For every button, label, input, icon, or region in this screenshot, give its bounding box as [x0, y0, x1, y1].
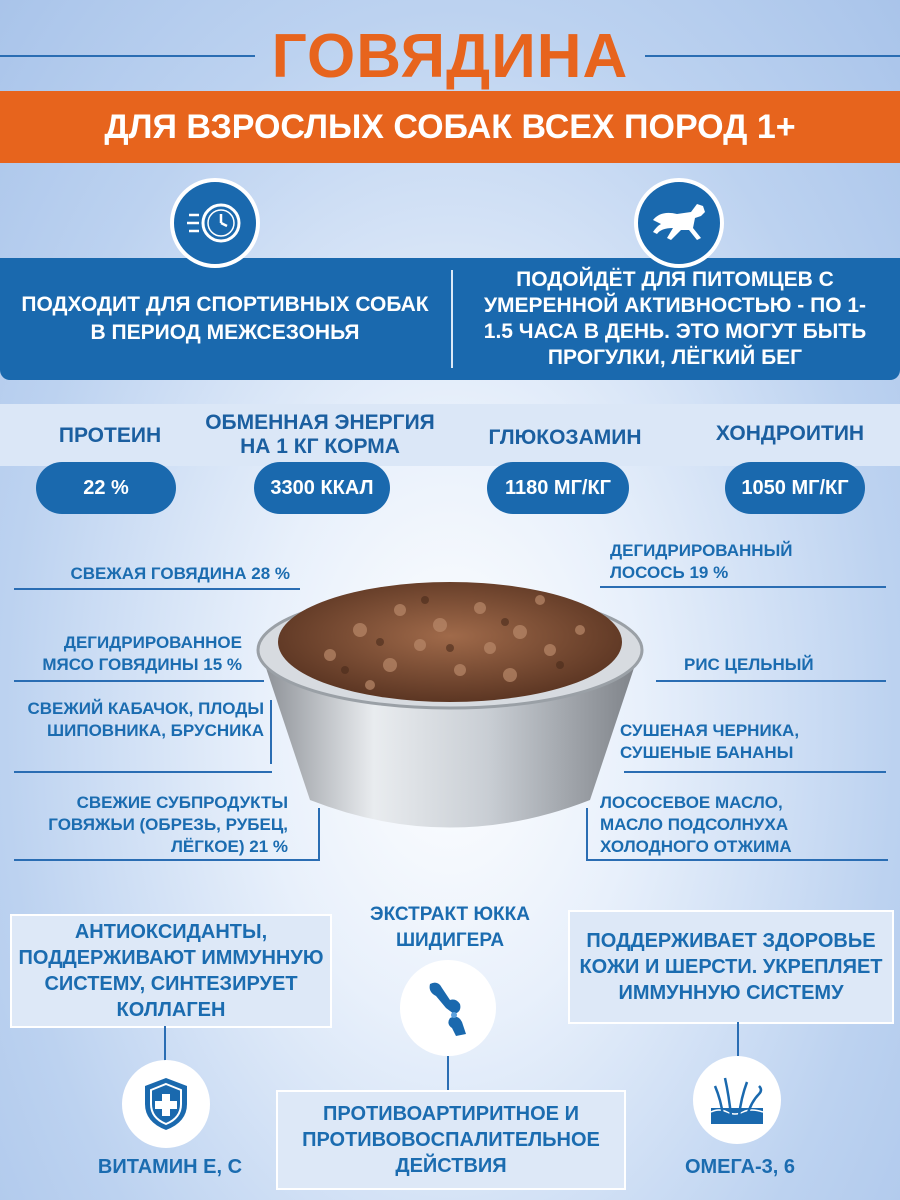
- stat-value-energy: 3300 ККАЛ: [254, 462, 390, 514]
- ingredient-line: [586, 808, 588, 860]
- stat-value-glucosamine: 1180 МГ/КГ: [487, 462, 629, 514]
- connector-line: [737, 1022, 739, 1056]
- ingredient-right-1: ДЕГИДРИРОВАННЫЙ ЛОСОСЬ 19 %: [610, 541, 793, 582]
- clock-speed-icon: [170, 178, 260, 268]
- ingredient-left-1: СВЕЖАЯ ГОВЯДИНА 28 %: [70, 564, 290, 583]
- page-title: ГОВЯДИНА: [271, 22, 629, 91]
- running-dog-icon: [634, 178, 724, 268]
- joint-icon: [400, 960, 496, 1056]
- sport-feature-text: ПОДХОДИТ ДЛЯ СПОРТИВНЫХ СОБАК В ПЕРИОД МЕЖСЕЗОНЬЯ: [21, 293, 429, 344]
- hair-follicle-icon: [693, 1056, 781, 1144]
- omega-box: ПОДДЕРЖИВАЕТ ЗДОРОВЬЕ КОЖИ И ШЕРСТИ. УКРЕПЛЯЕТ ИММУННУЮ СИСТЕМУ: [568, 910, 894, 1024]
- ingredient-line: [14, 859, 320, 861]
- omega-label: ОМЕГА-3, 6: [684, 1156, 796, 1178]
- ingredient-line: [14, 680, 264, 682]
- stat-value-protein: 22 %: [36, 462, 176, 514]
- ingredient-line: [656, 680, 886, 682]
- ingredient-line: [624, 771, 886, 773]
- ingredient-line: [586, 859, 888, 861]
- vitamins-label: ВИТАМИН Е, С: [97, 1156, 243, 1178]
- stat-label-energy: ОБМЕННАЯ ЭНЕРГИЯ НА 1 КГ КОРМА: [205, 411, 435, 458]
- ingredient-right-3: СУШЕНАЯ ЧЕРНИКА, СУШЕНЫЕ БАНАНЫ: [620, 721, 800, 762]
- activity-feature-text: ПОДОЙДЁТ ДЛЯ ПИТОМЦЕВ С УМЕРЕННОЙ АКТИВНОСТЬЮ - ПО 1-1.5 ЧАСА В ДЕНЬ. ЭТО МОГУТ БЫТЬ ПРОГУЛКИ, ЛЁГКИЙ БЕГ: [483, 268, 867, 369]
- ingredient-left-2: ДЕГИДРИРОВАННОЕ МЯСО ГОВЯДИНЫ 15 %: [42, 633, 242, 674]
- ingredient-line: [600, 586, 886, 588]
- yucca-effect-box: ПРОТИВОАРТИРИТНОЕ И ПРОТИВОВОСПАЛИТЕЛЬНОЕ ДЕЙСТВИЯ: [276, 1090, 626, 1190]
- antioxidants-box: АНТИОКСИДАНТЫ, ПОДДЕРЖИВАЮТ ИММУННУЮ СИСТЕМУ, СИНТЕЗИРУЕТ КОЛЛАГЕН: [10, 914, 332, 1028]
- ingredient-line: [318, 808, 320, 860]
- ingredient-right-4: ЛОСОСЕВОЕ МАСЛО, МАСЛО ПОДСОЛНУХА ХОЛОДНОГО ОТЖИМА: [600, 793, 792, 856]
- shield-plus-icon: [122, 1060, 210, 1148]
- feature-divider: [451, 270, 453, 368]
- ingredient-left-3: СВЕЖИЙ КАБАЧОК, ПЛОДЫ ШИПОВНИКА, БРУСНИКА: [27, 699, 264, 740]
- stat-value-chondroitin: 1050 МГ/КГ: [725, 462, 865, 514]
- connector-line: [447, 1056, 449, 1090]
- stat-label-chondroitin: ХОНДРОИТИН: [715, 422, 865, 445]
- ingredient-line: [14, 588, 300, 590]
- ingredient-right-2: РИС ЦЕЛЬНЫЙ: [684, 655, 814, 674]
- stat-label-protein: ПРОТЕИН: [58, 424, 162, 447]
- stat-label-glucosamine: ГЛЮКОЗАМИН: [488, 426, 642, 449]
- connector-line: [164, 1026, 166, 1062]
- ingredient-line: [14, 771, 272, 773]
- yucca-label: ЭКСТРАКТ ЮККА ШИДИГЕРА: [370, 904, 530, 951]
- ingredient-line: [270, 700, 272, 764]
- features-bar: [0, 258, 900, 380]
- food-bowl-image: [240, 570, 660, 850]
- subtitle-banner: ДЛЯ ВЗРОСЛЫХ СОБАК ВСЕХ ПОРОД 1+: [0, 91, 900, 163]
- ingredient-left-4: СВЕЖИЕ СУБПРОДУКТЫ ГОВЯЖЬИ (ОБРЕЗЬ, РУБЕЦ, ЛЁГКОЕ) 21 %: [48, 793, 288, 856]
